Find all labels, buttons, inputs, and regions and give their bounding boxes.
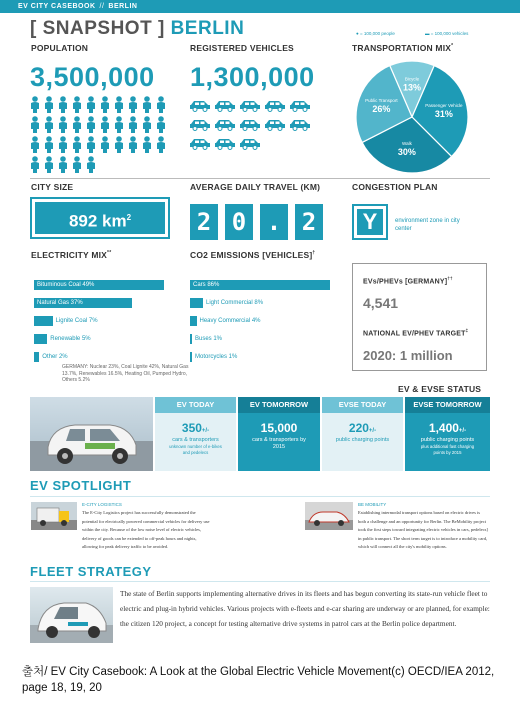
travel-heading: AVERAGE DAILY TRAVEL (KM) (190, 182, 321, 192)
status-col (155, 397, 236, 471)
person-icon (73, 116, 81, 133)
bar-label: Buses 1% (195, 336, 223, 342)
ev-car-photo (30, 397, 153, 471)
ev-count-value: 4,541 (363, 295, 399, 311)
person-icon (59, 96, 67, 113)
car-icon (265, 120, 285, 131)
person-icon (143, 116, 151, 133)
car-icon (190, 139, 210, 150)
person-icon (143, 136, 151, 153)
transport-heading-sup: * (451, 43, 454, 50)
status-col-body (238, 413, 320, 451)
car-photo-icon (30, 587, 113, 643)
pie-slice-label: Passenger Vehicle (425, 102, 463, 108)
congestion-note: environment zone in city center (395, 218, 460, 232)
travel-digit: 0 (225, 204, 253, 240)
travel-digit: . (260, 204, 288, 240)
top-bar (0, 0, 520, 13)
bar-label: Natural Gas 37% (37, 300, 83, 306)
ev-count-label-sup: †† (447, 276, 453, 281)
bar-label: Cars 86% (193, 282, 220, 288)
status-col-body (155, 413, 236, 455)
person-icon (59, 136, 67, 153)
person-icon (31, 136, 39, 153)
person-icon (157, 96, 165, 113)
electricity-footnote: GERMANY: Nuclear 23%, Coal Lignite 42%, Natural Gas 13.7%, Renewables 16.5%, Heating Oil, Pumped Hydro, Others 5.2% (62, 364, 189, 383)
status-col-body (322, 413, 403, 444)
status-col-head: EVSE TODAY (322, 397, 403, 413)
bar-label: Bituminous Coal 49% (37, 282, 95, 288)
divider (30, 496, 490, 497)
person-icon (101, 96, 109, 113)
status-num: 15,000 (260, 421, 298, 435)
legend-vehicles-label: = 100,000 vehicles (430, 31, 469, 36)
bar (34, 316, 53, 326)
bar (190, 316, 197, 326)
fleet-heading: FLEET STRATEGY (30, 564, 152, 579)
person-icon (45, 156, 53, 173)
population-heading: POPULATION (31, 43, 89, 53)
travel-digit: 2 (190, 204, 218, 240)
transport-heading (352, 43, 453, 53)
car-icon (265, 101, 285, 112)
electricity-heading-text: ELECTRICITY MIX (31, 250, 108, 260)
divider (30, 178, 490, 179)
person-icon (87, 156, 95, 173)
bar (34, 352, 39, 362)
van-photo-icon (31, 502, 77, 530)
city-size-heading: CITY SIZE (31, 182, 74, 192)
status-num-suffix: +/- (368, 428, 377, 434)
person-icon (73, 96, 81, 113)
fleet-text: The state of Berlin supports implementing alternative drives in its fleets and has begun converting its state-run vehicle fleet to electric and plug-in hybrid vehicles. Various projects with e-fleets and e-car sharing are underway or are planned, for example: the citizen 120 project, a concept for testing alternative drive systems in patrol cars at the Berlin police department. (120, 589, 490, 628)
car-icon (240, 120, 260, 131)
pie-slice-label: Bicycle (404, 76, 420, 82)
legend-vehicles (425, 31, 468, 36)
travel-digit: 2 (295, 204, 323, 240)
pie-slice-label: Walk (401, 141, 412, 147)
legend-person-icon: ● (356, 31, 359, 36)
transport-pie-chart (352, 57, 472, 177)
person-icon (45, 136, 53, 153)
ev-target-label (363, 328, 468, 337)
co2-heading (190, 250, 315, 260)
ev-target-value: 2020: 1 million (363, 348, 453, 363)
spotlight-item-text: Establishing intermodal transport options based on electric drives is both a challenge and an opportunity for Berlin. The BeMobility project took the first steps toward integrating electric vehicles in cars, pedelecs] in public transport. The short term target is to introduce a mobility card, which will connect all the city's mobility options. (358, 510, 488, 549)
bar-label: Lignite Coal 7% (55, 318, 98, 324)
spotlight-item-text: The E-City Logistics project has successfully demonstrated the potential for electrically powered commercial vehicles for delivery use within the city. Because of the low noise level of electric vehicles, delivery of goods can be extended to off-peak hours and nights, allowing for peak delivery traffic to be avoided. (82, 510, 210, 549)
person-icon (31, 116, 39, 133)
person-icon (31, 156, 39, 173)
bar-label: Other 2% (42, 354, 68, 360)
title-bracket-open: [ (30, 18, 37, 39)
person-icon (157, 116, 165, 133)
status-num: 1,400 (428, 421, 459, 435)
person-icon (115, 136, 123, 153)
car-icon (215, 120, 235, 131)
status-col-head: EV TODAY (155, 397, 236, 413)
person-icon (45, 96, 53, 113)
co2-heading-sup: † (312, 250, 316, 257)
page-title (30, 18, 244, 40)
spotlight-item-title: BE MOBILITY (358, 502, 387, 507)
pie-slice-value: 30% (397, 147, 416, 158)
electricity-heading (31, 250, 111, 260)
pie-slice-value: 26% (372, 103, 391, 114)
transport-heading-text: TRANSPORTATION MIX (352, 43, 452, 53)
title-snapshot: SNAPSHOT (42, 18, 153, 39)
person-icon (157, 136, 165, 153)
legend-people (356, 31, 395, 36)
status-tiny: unknown number of e-bikes and pedelecs (169, 444, 222, 455)
congestion-box (352, 204, 388, 240)
car-icon (215, 139, 235, 150)
person-icon (143, 96, 151, 113)
bar-label: Renewable 5% (50, 336, 91, 342)
population-icons (30, 96, 180, 178)
legend-people-label: = 100,000 people (359, 31, 395, 36)
person-icon (59, 116, 67, 133)
status-table (155, 397, 490, 471)
ev-target-label-text: NATIONAL EV/PHEV TARGET (363, 330, 466, 338)
spotlight-item-title: E-CITY LOGISTICS (82, 502, 122, 507)
bar (190, 298, 203, 308)
legend-car-icon: ▬ (425, 31, 430, 36)
status-sub: public charging points (335, 437, 390, 443)
car-icon (190, 101, 210, 112)
person-icon (59, 156, 67, 173)
pie-slice-value: 31% (434, 108, 453, 119)
status-num: 220 (348, 421, 369, 435)
status-col (322, 397, 403, 471)
bar (190, 334, 192, 344)
status-sub: public charging points (420, 437, 475, 443)
electricity-bar-chart (34, 280, 184, 370)
congestion-letter: Y (357, 209, 383, 235)
car-photo-icon (30, 397, 153, 471)
car-photo-icon (305, 502, 353, 530)
person-icon (87, 96, 95, 113)
city-size-box (30, 197, 170, 239)
status-col-body (405, 413, 490, 455)
ev-target-label-sup: ‡ (465, 328, 469, 333)
vehicle-icons (190, 98, 330, 158)
spotlight-photo (305, 502, 353, 530)
status-heading: EV & EVSE STATUS (398, 384, 482, 394)
bar-label: Motorcycles 1% (195, 354, 238, 360)
bar (34, 334, 47, 344)
title-city: BERLIN (170, 18, 245, 39)
car-icon (190, 120, 210, 131)
person-icon (115, 116, 123, 133)
pie-slice-label: Public Transport (365, 97, 398, 103)
co2-heading-text: CO2 EMISSIONS [VEHICLES] (190, 250, 313, 260)
person-icon (73, 156, 81, 173)
ev-count-label-text: EVs/PHEVs [GERMANY] (363, 278, 448, 286)
pie-slice-value: 13% (402, 82, 422, 93)
car-icon (240, 139, 260, 150)
bar (190, 352, 192, 362)
status-tiny: plus additional fast charging points by 2015 (420, 444, 475, 455)
fleet-photo (30, 587, 113, 643)
co2-bar-chart (190, 280, 340, 370)
person-icon (129, 96, 137, 113)
header-divider: // (99, 3, 105, 10)
bar-label: Heavy Commercial 4% (199, 318, 261, 324)
ev-count-box (352, 263, 487, 371)
series-name: EV CITY CASEBOOK (18, 3, 96, 10)
person-icon (87, 116, 95, 133)
status-col-head: EVSE TOMORROW (405, 397, 490, 413)
ev-count-label (363, 276, 453, 285)
city-size-value: 892 km (68, 211, 127, 231)
person-icon (73, 136, 81, 153)
status-num: 350 (181, 421, 202, 435)
status-col-head: EV TOMORROW (238, 397, 320, 413)
electricity-heading-sup: ** (107, 250, 112, 257)
person-icon (129, 116, 137, 133)
vehicles-heading: REGISTERED VEHICLES (190, 43, 294, 53)
person-icon (101, 136, 109, 153)
car-icon (215, 101, 235, 112)
status-col (405, 397, 490, 471)
car-icon (240, 101, 260, 112)
city-size-sup: 2 (126, 213, 132, 222)
vehicles-value: 1,300,000 (190, 62, 315, 92)
header-city: BERLIN (108, 3, 138, 10)
title-bracket-close: ] (157, 18, 165, 39)
status-num-suffix: +/- (201, 428, 210, 434)
spotlight-heading: EV SPOTLIGHT (30, 478, 132, 493)
person-icon (115, 96, 123, 113)
person-icon (101, 116, 109, 133)
congestion-heading: CONGESTION PLAN (352, 182, 438, 192)
person-icon (129, 136, 137, 153)
spotlight-photo (31, 502, 77, 530)
person-icon (45, 116, 53, 133)
status-num-suffix: +/- (458, 428, 467, 434)
divider (30, 581, 490, 582)
status-sub: cars & transporters by 2015 (252, 437, 306, 450)
person-icon (31, 96, 39, 113)
status-col (238, 397, 320, 471)
car-icon (290, 120, 310, 131)
car-icon (290, 101, 310, 112)
person-icon (87, 136, 95, 153)
bar-label: Light Commercial 8% (206, 300, 264, 306)
status-sub: cars & transporters (172, 437, 219, 443)
population-value: 3,500,000 (30, 62, 155, 92)
source-caption: 출처/ EV City Casebook: A Look at the Global Electric Vehicle Movement(c) OECD/IEA 2012, page 18, 19, 20 (22, 666, 495, 694)
